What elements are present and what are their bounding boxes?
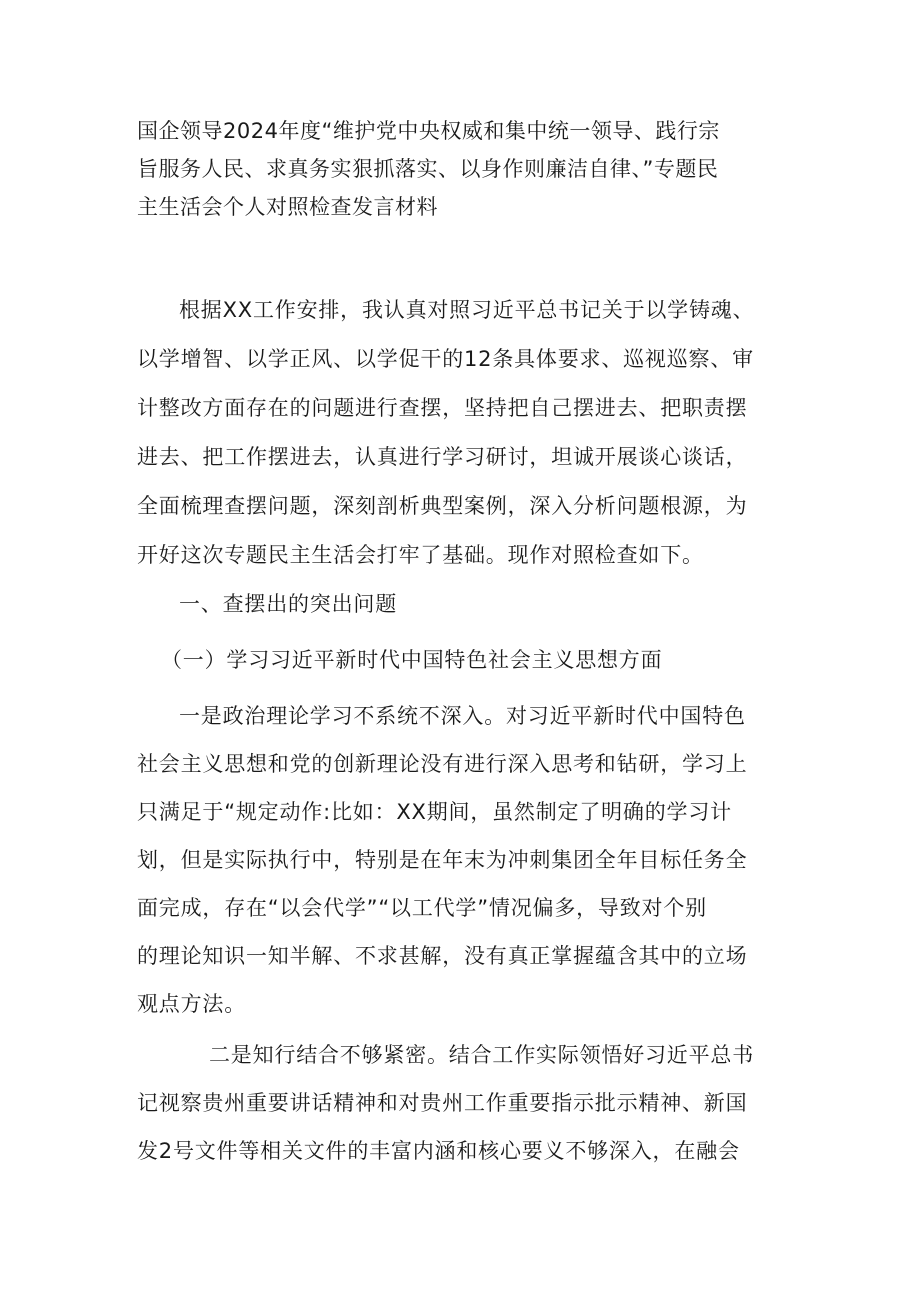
point-one-line: 的理论知识一知半解、不求甚解，没有真正掌握蕴含其中的立场 — [137, 944, 748, 968]
subsection-heading-text: （一）学习习近平新时代中国特色社会主义思想方面 — [161, 648, 663, 672]
point-one-line: 社会主义思想和党的创新理论没有进行深入思考和钻研，学习上 — [137, 752, 748, 776]
point-two-line: 记视察贵州重要讲话精神和对贵州工作重要指示批示精神、新国 — [137, 1091, 748, 1115]
intro-line: 计整改方面存在的问题进行查摆，坚持把自己摆进去、把职责摆 — [137, 396, 748, 420]
section-heading-text: 一、查摆出的突出问题 — [179, 592, 397, 616]
point-two-line: 发2号文件等相关文件的丰富内涵和核心要义不够深入，在融会 — [137, 1139, 740, 1163]
point-two-line: 二是知行结合不够紧密。结合工作实际领悟好习近平总书 — [209, 1043, 754, 1067]
point-one-line: 观点方法。 — [137, 992, 246, 1016]
point-one-line: 一是政治理论学习不系统不深入。对习近平新时代中国特色 — [179, 704, 746, 728]
title-line: 国企领导2024年度“维护党中央权威和集中统一领导、践行宗 — [137, 119, 720, 143]
intro-line: 进去、把工作摆进去，认真进行学习研讨，坦诚开展谈心谈话， — [137, 445, 748, 469]
title-line: 主生活会个人对照检查发言材料 — [137, 195, 438, 219]
intro-line: 根据XX工作安排，我认真对照习近平总书记关于以学铸魂、 — [179, 298, 755, 322]
point-one-paragraph — [137, 692, 797, 1028]
section-heading — [137, 580, 797, 629]
point-one-line: 只满足于“规定动作:比如：XX期间，虽然制定了明确的学习计 — [137, 800, 732, 824]
intro-line: 全面梳理查摆问题，深刻剖析典型案例，深入分析问题根源，为 — [137, 494, 748, 518]
point-one-line: 面完成，存在“以会代学”“以工代学”情况偏多，导致对个别 — [137, 896, 707, 920]
intro-line: 开好这次专题民主生活会打牢了基础。现作对照检查如下。 — [137, 543, 704, 567]
subsection-heading — [137, 636, 797, 685]
document-title — [137, 112, 797, 226]
intro-paragraph — [137, 286, 797, 580]
point-two-paragraph — [137, 1031, 797, 1175]
title-line: 旨服务人民、求真务实狠抓落实、以身作则廉洁自律、”专题民 — [137, 157, 719, 181]
intro-line: 以学增智、以学正风、以学促干的12条具体要求、巡视巡察、审 — [137, 347, 754, 371]
point-one-line: 划，但是实际执行中，特别是在年末为冲刺集团全年目标任务全 — [137, 848, 748, 872]
